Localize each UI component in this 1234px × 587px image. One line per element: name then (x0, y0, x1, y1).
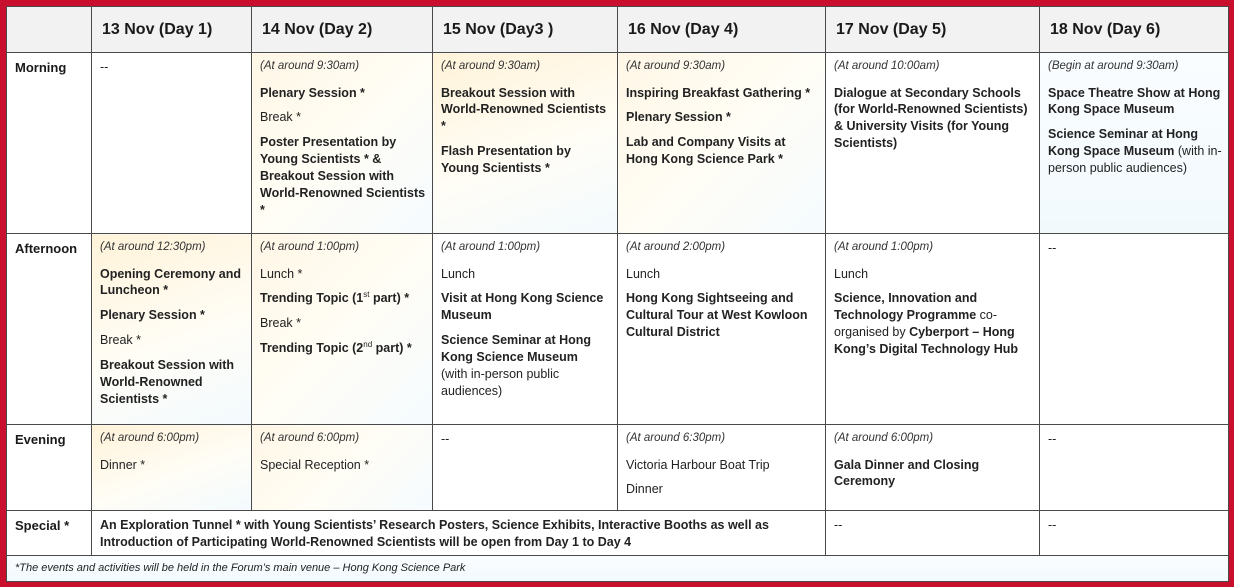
event-bold: Trending Topic (1 (260, 291, 364, 306)
afternoon-day3 (433, 234, 618, 425)
row-label-evening: Evening (7, 425, 92, 511)
event-bold: part) * (372, 341, 412, 356)
event: Breakout Session with World-Renowned Scientists * (100, 358, 235, 406)
row-label-afternoon: Afternoon (7, 234, 92, 425)
morning-day4 (618, 53, 826, 234)
event: Lab and Company Visits at Hong Kong Science Park * (626, 135, 786, 167)
event: Breakout Session with World-Renowned Scientists * (441, 85, 607, 134)
event: Plenary Session * (100, 308, 205, 323)
event (260, 290, 426, 307)
event-rest: (with in-person public audiences) (441, 366, 560, 398)
time-label: (At around 2:00pm) (626, 241, 726, 253)
morning-row (7, 53, 1229, 234)
row-label-morning: Morning (7, 53, 92, 234)
event: Visit at Hong Kong Science Museum (441, 291, 604, 323)
time-label: (At around 1:00pm) (834, 241, 934, 253)
morning-day2 (252, 53, 433, 234)
evening-day6: -- (1040, 425, 1229, 511)
event: Space Theatre Show at Hong Kong Space Museum (1048, 85, 1221, 117)
footnote: *The events and activities will be held in the Forum’s main venue – Hong Kong Science Park (7, 556, 1229, 582)
event: Opening Ceremony and Luncheon * (100, 266, 241, 298)
afternoon-day4 (618, 234, 826, 425)
event: Dinner (626, 482, 663, 497)
event: Flash Presentation by Young Scientists * (441, 144, 571, 176)
evening-row (7, 425, 1229, 511)
afternoon-day5 (826, 234, 1040, 425)
event: Dialogue at Secondary Schools (for World-Renowned Scientists) & University Visits (for Young Scientists) (834, 85, 1028, 151)
special-exploration-tunnel: An Exploration Tunnel * with Young Scientists’ Research Posters, Science Exhibits, Interactive Booths as well as Introduction of Participating World-Renowned Scientists will be open from Day 1 to Day 4 (92, 511, 826, 556)
evening-day3: -- (433, 425, 618, 511)
event: Dinner * (100, 457, 146, 472)
morning-day3 (433, 53, 618, 234)
event: Plenary Session * (626, 110, 731, 125)
event-bold: Trending Topic (2 (260, 341, 364, 356)
special-day6: -- (1040, 511, 1229, 556)
morning-day1: -- (92, 53, 252, 234)
schedule-table (6, 6, 1229, 582)
day-header-2: 14 Nov (Day 2) (252, 7, 433, 53)
time-label: (At around 6:00pm) (260, 432, 360, 444)
ordinal: nd (363, 340, 373, 350)
evening-day5 (826, 425, 1040, 511)
event-bold: Science Seminar at Hong Kong Science Museum (441, 333, 592, 365)
event: Break * (100, 333, 141, 348)
morning-day6 (1040, 53, 1229, 234)
time-label: (At around 6:30pm) (626, 432, 726, 444)
evening-day4 (618, 425, 826, 511)
time-label: (At around 9:30am) (441, 60, 541, 72)
afternoon-day2 (252, 234, 433, 425)
day-header-5: 17 Nov (Day 5) (826, 7, 1040, 53)
day-header-4: 16 Nov (Day 4) (618, 7, 826, 53)
event: Lunch (626, 266, 661, 281)
row-label-special: Special * (7, 511, 92, 556)
day-header-3: 15 Nov (Day3 ) (433, 7, 618, 53)
event: Special Reception * (260, 457, 370, 472)
event (1048, 126, 1222, 177)
special-row (7, 511, 1229, 556)
afternoon-day1 (92, 234, 252, 425)
time-label: (Begin at around 9:30am) (1048, 60, 1179, 72)
afternoon-row (7, 234, 1229, 425)
event (441, 332, 611, 400)
event-bold: Science Seminar at Hong Kong Space Museum (1048, 127, 1199, 159)
day-header-1: 13 Nov (Day 1) (92, 7, 252, 53)
event: Hong Kong Sightseeing and Cultural Tour at West Kowloon Cultural District (626, 291, 808, 340)
time-label: (At around 6:00pm) (834, 432, 934, 444)
event: Poster Presentation by Young Scientists * & Breakout Session with World-Renowned Scientists * (260, 135, 426, 217)
event-bold: part) * (369, 291, 410, 306)
event: Break * (260, 110, 301, 125)
event: Inspiring Breakfast Gathering * (626, 85, 811, 100)
event-rest: co-organised by (834, 308, 998, 340)
time-label: (At around 12:30pm) (100, 241, 206, 253)
afternoon-day6: -- (1040, 234, 1229, 425)
time-label: (At around 1:00pm) (260, 241, 360, 253)
event: Lunch * (260, 266, 303, 281)
footnote-row (7, 556, 1229, 582)
evening-day1 (92, 425, 252, 511)
event: Lunch (834, 266, 869, 281)
ordinal: st (363, 290, 370, 300)
event-bold: Cyberport – Hong Kong’s Digital Technology Hub (834, 325, 1019, 357)
time-label: (At around 9:30am) (260, 60, 360, 72)
event: Lunch (441, 266, 476, 281)
event: Plenary Session * (260, 85, 365, 100)
event-bold: Science, Innovation and Technology Programme (834, 291, 978, 323)
event-rest: (with in-person public audiences) (1048, 144, 1222, 176)
morning-day5 (826, 53, 1040, 234)
event: Break * (260, 316, 301, 331)
day-header-6: 18 Nov (Day 6) (1040, 7, 1229, 53)
special-day5: -- (826, 511, 1040, 556)
event: Gala Dinner and Closing Ceremony (834, 457, 980, 489)
event (260, 340, 426, 357)
evening-day2 (252, 425, 433, 511)
corner-cell (7, 7, 92, 53)
event: Victoria Harbour Boat Trip (626, 457, 770, 472)
time-label: (At around 10:00am) (834, 60, 940, 72)
time-label: (At around 9:30am) (626, 60, 726, 72)
header-row (7, 7, 1229, 53)
event (834, 290, 1033, 358)
time-label: (At around 1:00pm) (441, 241, 541, 253)
time-label: (At around 6:00pm) (100, 432, 200, 444)
